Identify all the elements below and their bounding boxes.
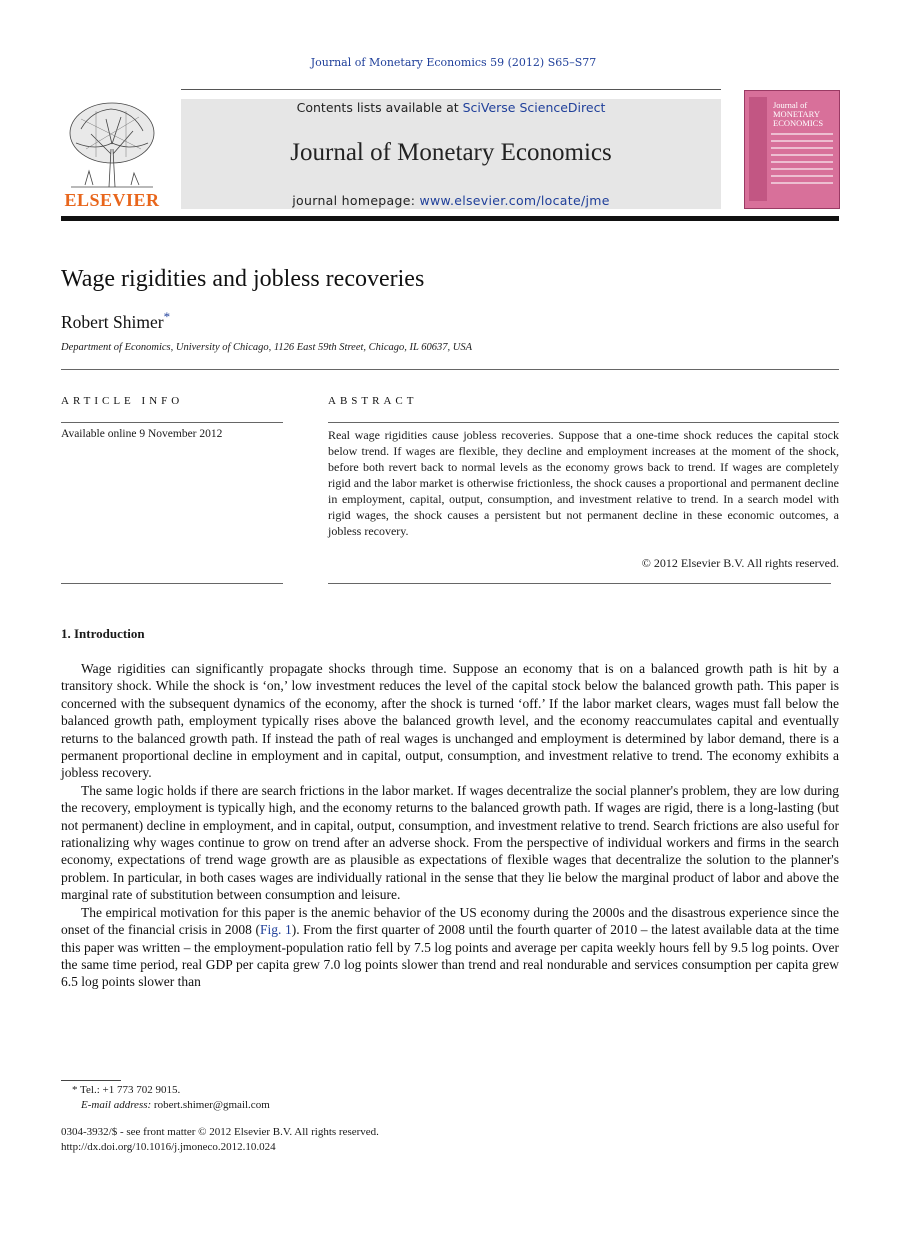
paragraph-1: Wage rigidities can significantly propagate shocks through time. Suppose an economy that is on a balanced growth path is hit by a transitory shock. While the shock is ‘on,’ low investment reduces the level of the capital stock below the balanced growth path. This paper is concerned with the subsequent dynamics of the economy, after the shock is turned ‘off.’ If the labor market clears, wages must fall below the balanced growth path, employment typically rises above the balanced growth level, and the economy reaccumulates capital and eventually returns to the balanced growth path. If instead the path of real wages is unchanged and employment is determined by labor demand, there is a permanent proportional decline in employment and in capital, output, consumption, and investment relative to trend. The economy exhibits a jobless recovery. xyxy=(61,661,839,781)
elsevier-wordmark: ELSEVIER xyxy=(64,190,160,210)
title-block-rule xyxy=(61,369,839,370)
email-address[interactable]: robert.shimer@gmail.com xyxy=(153,1099,270,1111)
journal-title: Journal of Monetary Economics xyxy=(290,139,612,166)
affiliation: Department of Economics, University of Chicago, 1126 East 59th Street, Chicago, IL 60637, USA xyxy=(61,342,473,353)
author-footnote-mark[interactable]: * xyxy=(163,309,171,324)
tree-logo-icon xyxy=(61,99,163,191)
paragraph-2: The same logic holds if there are search frictions in the labor market. If wages decentralize the social planner's problem, they are low during the recovery, employment is typically high, and the economy returns to the balanced growth path. If wages are rigid, there is a long-lasting (but not permanent) decline in employment, and in capital, output, consumption, and investment relative to trend. Search frictions are also useful for rationalizing why wages continue to grow on trend after an adverse shock. From the perspective of individual workers and firms in the search economy, expectations of trend wage growth are as plausible as expectations of flexible wages that decentralize the solution to the planner's problem. In particular, in both cases wages are individually rational in the sense that they lie below the marginal product of labor and above the marginal rate of substitution between consumption and leisure. xyxy=(61,782,839,903)
article-info-rule xyxy=(61,422,283,423)
doi-link[interactable]: http://dx.doi.org/10.1016/j.jmoneco.2012.10.024 xyxy=(61,1141,276,1153)
paragraph-3-start: The empirical motivation for this paper is the anemic behavior of the US economy during the 2000s and the disastrous experience since the onset of the financial crisis in 2008 ( xyxy=(61,904,839,938)
footnote-email xyxy=(81,1099,270,1111)
cover-text-lines xyxy=(771,133,833,189)
homepage-prefix: journal homepage: xyxy=(292,193,420,208)
contents-prefix: Contents lists available at xyxy=(296,100,463,115)
article-info-bottom-rule xyxy=(61,583,283,584)
figure-1-link[interactable]: Fig. 1 xyxy=(260,922,292,938)
author-name: Robert Shimer xyxy=(61,311,164,332)
abstract-bottom-rule xyxy=(328,583,831,584)
paragraph-3 xyxy=(61,904,839,991)
sciencedirect-link[interactable]: SciVerse ScienceDirect xyxy=(462,100,606,115)
footnote-tel: * Tel.: +1 773 702 9015. xyxy=(72,1084,181,1096)
footnote-rule xyxy=(61,1080,121,1081)
section-heading-introduction: 1. Introduction xyxy=(61,626,145,641)
cover-title: Journal of MONETARY ECONOMICS xyxy=(773,100,824,128)
elsevier-logo xyxy=(61,99,163,211)
cover-strip xyxy=(749,97,767,201)
author-line xyxy=(61,309,170,333)
homepage-line xyxy=(181,193,721,208)
abstract-text: Real wage rigidities cause jobless recoveries. Suppose that a one-time shock reduces the capital stock below trend. If wages are flexible, they decline and employment increases at the moment of the shock, before both revert back to normal levels as the economy grows back to trend. If wages are completely rigid and the labor market is otherwise frictionless, the shock causes a proportional and permanent decline in employment, capital, output, consumption, and investment relative to trend. In a search model with rigid wages, the shock causes a persistent but not permanent decline in these economic outcomes, a jobless recovery. xyxy=(328,428,839,538)
abstract-copyright: © 2012 Elsevier B.V. All rights reserved. xyxy=(641,556,839,570)
contents-line xyxy=(181,100,721,115)
journal-cover xyxy=(744,90,840,209)
email-label: E-mail address: xyxy=(81,1099,152,1111)
article-info-heading: ARTICLE INFO xyxy=(61,395,184,407)
masthead-heavy-rule xyxy=(61,216,839,221)
paragraph-3-end: ). From the first quarter of 2008 until the fourth quarter of 2010 – the latest available data at the time this paper was written – the employment-population ratio fell by 7.5 log points and average per capita weekly hours fell by 9.5 log points. Over the same time period, real GDP per capita grew 7.0 log points slower than trend and real nondurable and services consumption per capita grew 6.5 log points slower than xyxy=(61,922,839,990)
article-title: Wage rigidities and jobless recoveries xyxy=(61,266,425,292)
abstract-heading: ABSTRACT xyxy=(328,395,418,407)
running-head[interactable]: Journal of Monetary Economics 59 (2012) S65–S77 xyxy=(310,56,597,69)
abstract-rule xyxy=(328,422,839,423)
available-online: Available online 9 November 2012 xyxy=(61,428,223,440)
journal-homepage-link[interactable]: www.elsevier.com/locate/jme xyxy=(419,193,610,208)
body-text xyxy=(61,660,839,991)
issn-line: 0304-3932/$ - see front matter © 2012 Elsevier B.V. All rights reserved. xyxy=(61,1126,379,1138)
masthead-top-rule xyxy=(181,89,721,90)
